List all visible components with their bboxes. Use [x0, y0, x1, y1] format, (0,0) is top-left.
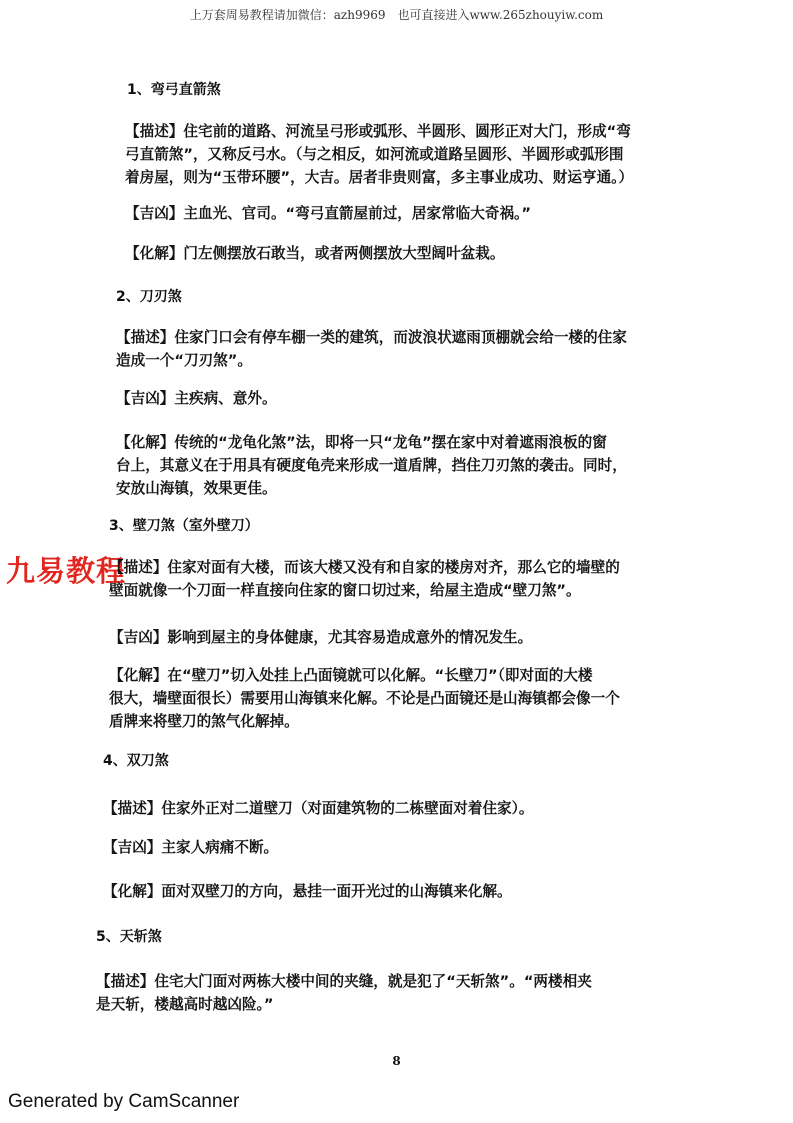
paragraph	[116, 431, 627, 500]
para-tag: 【化解】	[103, 883, 162, 900]
para-tag: 【吉凶】	[103, 839, 162, 856]
para-tag: 【描述】	[109, 559, 168, 576]
para-line: 影响到屋主的身体健康，尤其容易造成意外的情况发生。	[167, 629, 533, 646]
para-tag: 【描述】	[96, 973, 155, 990]
paragraph	[125, 202, 531, 225]
paragraph	[109, 664, 620, 733]
paragraph	[116, 326, 627, 372]
section-heading: 4、双刀煞	[103, 753, 169, 769]
para-line: 壁面就像一个刀面一样直接向住家的窗口切过来，给屋主造成“壁刀煞”。	[109, 582, 581, 599]
para-line: 门左侧摆放石敢当，或者两侧摆放大型阔叶盆栽。	[183, 245, 505, 262]
para-tag: 【描述】	[103, 800, 162, 817]
section-heading: 3、壁刀煞（室外壁刀）	[109, 518, 259, 534]
para-line: 住家门口会有停车棚一类的建筑，而波浪状遮雨顶棚就会给一楼的住家	[174, 329, 627, 346]
paragraph	[103, 880, 512, 903]
para-tag: 【化解】	[116, 434, 175, 451]
para-line: 住宅前的道路、河流呈弓形或弧形、半圆形、圆形正对大门，形成“弯	[183, 123, 631, 140]
section-heading: 1、弯弓直箭煞	[127, 82, 221, 98]
para-line: 主疾病、意外。	[174, 390, 277, 407]
paragraph	[103, 797, 534, 820]
paragraph	[103, 836, 278, 859]
para-line: 着房屋，则为“玉带环腰”，大吉。居者非贵则富，多主事业成功、财运亨通。）	[125, 169, 634, 186]
section-heading: 5、天斩煞	[96, 929, 162, 945]
para-line: 住宅大门面对两栋大楼中间的夹缝，就是犯了“天斩煞”。“两楼相夹	[154, 973, 592, 990]
watermark-logo: 九易教程	[6, 554, 127, 588]
paragraph	[96, 970, 592, 1016]
paragraph	[116, 387, 277, 410]
para-tag: 【吉凶】	[125, 205, 184, 222]
para-line: 传统的“龙龟化煞”法，即将一只“龙龟”摆在家中对着遮雨浪板的窗	[174, 434, 607, 451]
para-tag: 【吉凶】	[109, 629, 168, 646]
para-tag: 【吉凶】	[116, 390, 175, 407]
para-line: 面对双壁刀的方向，悬挂一面开光过的山海镇来化解。	[161, 883, 512, 900]
para-line: 在“壁刀”切入处挂上凸面镜就可以化解。“长壁刀”（即对面的大楼	[167, 667, 593, 684]
para-line: 主血光、官司。“弯弓直箭屋前过，居家常临大奇祸。”	[183, 205, 531, 222]
paragraph	[125, 120, 633, 189]
para-line: 盾牌来将壁刀的煞气化解掉。	[109, 713, 299, 730]
paragraph	[109, 556, 620, 602]
para-tag: 【化解】	[109, 667, 168, 684]
para-line: 是天斩，楼越高时越凶险。”	[96, 996, 274, 1013]
para-line: 住家对面有大楼，而该大楼又没有和自家的楼房对齐，那么它的墙壁的	[167, 559, 620, 576]
page-number: 8	[392, 1054, 401, 1068]
para-line: 台上，其意义在于用具有硬度龟壳来形成一道盾牌，挡住刀刃煞的袭击。同时，	[116, 457, 627, 474]
para-tag: 【描述】	[116, 329, 175, 346]
paragraph	[109, 626, 532, 649]
para-line: 造成一个“刀刃煞”。	[116, 352, 252, 369]
para-line: 弓直箭煞”，又称反弓水。（与之相反，如河流或道路呈圆形、半圆形或弧形围	[125, 146, 624, 163]
section-heading: 2、刀刃煞	[116, 289, 182, 305]
para-tag: 【描述】	[125, 123, 184, 140]
para-tag: 【化解】	[125, 245, 184, 262]
top-banner: 上万套周易教程请加微信：azh9969 也可直接进入www.265zhouyiw.com	[189, 8, 604, 22]
para-line: 很大，墙壁面很长）需要用山海镇来化解。不论是凸面镜还是山海镇都会像一个	[109, 690, 620, 707]
para-line: 安放山海镇，效果更佳。	[116, 480, 277, 497]
scanner-footer: Generated by CamScanner	[8, 1091, 240, 1112]
paragraph	[125, 242, 504, 265]
para-line: 主家人病痛不断。	[161, 839, 279, 856]
para-line: 住家外正对二道壁刀（对面建筑物的二栋壁面对着住家）。	[161, 800, 534, 817]
